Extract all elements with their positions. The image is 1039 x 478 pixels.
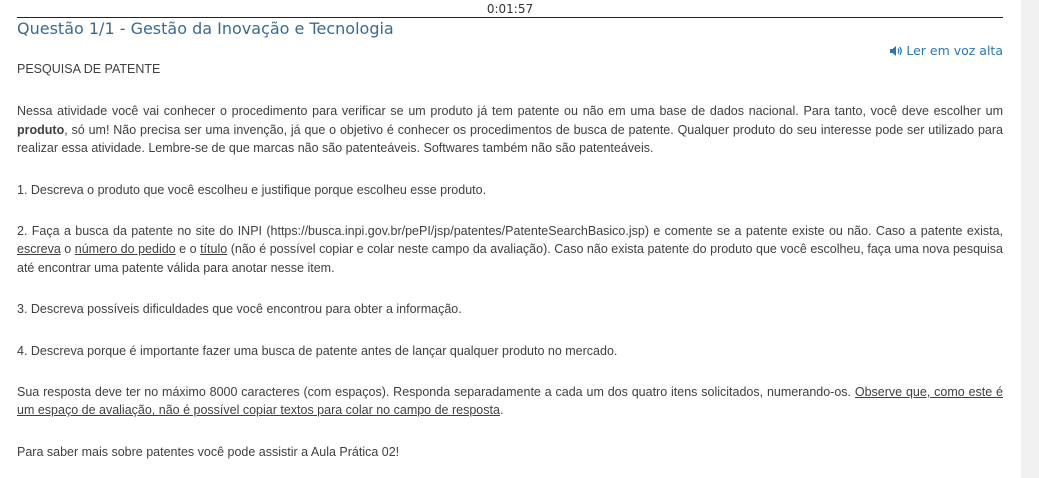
instructions-underlined: Observe que, como este é um espaço de avaliação, não é possível copiar textos para colar no campo de resposta xyxy=(17,385,1003,418)
item-2-text-4: (não é possível copiar e colar neste campo da avaliação). Caso não exista patente do produto que você escolheu, faça uma nova pesquisa até encontrar uma patente válida para anotar nesse item. xyxy=(17,242,1003,275)
intro-paragraph xyxy=(17,102,1003,157)
question-title: Questão 1/1 - Gestão da Inovação e Tecnologia xyxy=(17,19,394,38)
item-2-underline-numero: número do pedido xyxy=(74,242,176,257)
timer-divider xyxy=(17,17,1003,18)
page-scrollbar[interactable] xyxy=(1021,0,1039,478)
instructions-text-2: . xyxy=(499,403,504,418)
timer: 0:01:57 xyxy=(486,2,534,16)
intro-bold-product: produto xyxy=(17,122,65,137)
speaker-icon xyxy=(889,45,903,57)
item-2-text-1: 2. Faça a busca da patente no site do INPI (https://busca.inpi.gov.br/pePI/jsp/patentes/PatenteSearchBasico.jsp) e comente se a patente existe ou não. Caso a patente exista, xyxy=(17,224,1003,239)
intro-text-1: Nessa atividade você vai conhecer o procedimento para verificar se um produto já tem patente ou não em uma base de dados nacional. Para tanto, você deve escolher um xyxy=(17,104,1003,119)
item-2-text-3: e o xyxy=(175,242,201,257)
item-2 xyxy=(17,222,1003,277)
item-2-underline-escreva: escreva xyxy=(17,242,61,257)
instructions-paragraph xyxy=(17,383,1003,420)
instructions-text-1: Sua resposta deve ter no máximo 8000 caracteres (com espaços). Responda separadamente a cada um dos quatro itens solicitados, numerando-os. xyxy=(17,385,855,400)
item-2-text-2: o xyxy=(60,242,75,257)
question-body xyxy=(17,60,1003,461)
read-aloud-button[interactable] xyxy=(889,43,1003,58)
item-1: 1. Descreva o produto que você escolheu e justifique porque escolheu esse produto. xyxy=(17,182,487,197)
question-heading: PESQUISA DE PATENTE xyxy=(17,62,161,76)
item-2-underline-titulo: título xyxy=(200,242,228,257)
read-aloud-label: Ler em voz alta xyxy=(906,43,1003,58)
closing-paragraph: Para saber mais sobre patentes você pode assistir a Aula Prática 02! xyxy=(17,444,400,459)
intro-text-2: , só um! Não precisa ser uma invenção, já que o objetivo é conhecer os procedimentos de busca de patente. Qualquer produto do seu interesse pode ser utilizado para realizar essa atividade. Lembre-se de que marcas não são patenteáveis. Softwares também não são patenteáveis. xyxy=(17,122,1003,156)
item-4: 4. Descreva porque é importante fazer uma busca de patente antes de lançar qualquer produto no mercado. xyxy=(17,343,618,358)
item-3: 3. Descreva possíveis dificuldades que você encontrou para obter a informação. xyxy=(17,302,462,317)
